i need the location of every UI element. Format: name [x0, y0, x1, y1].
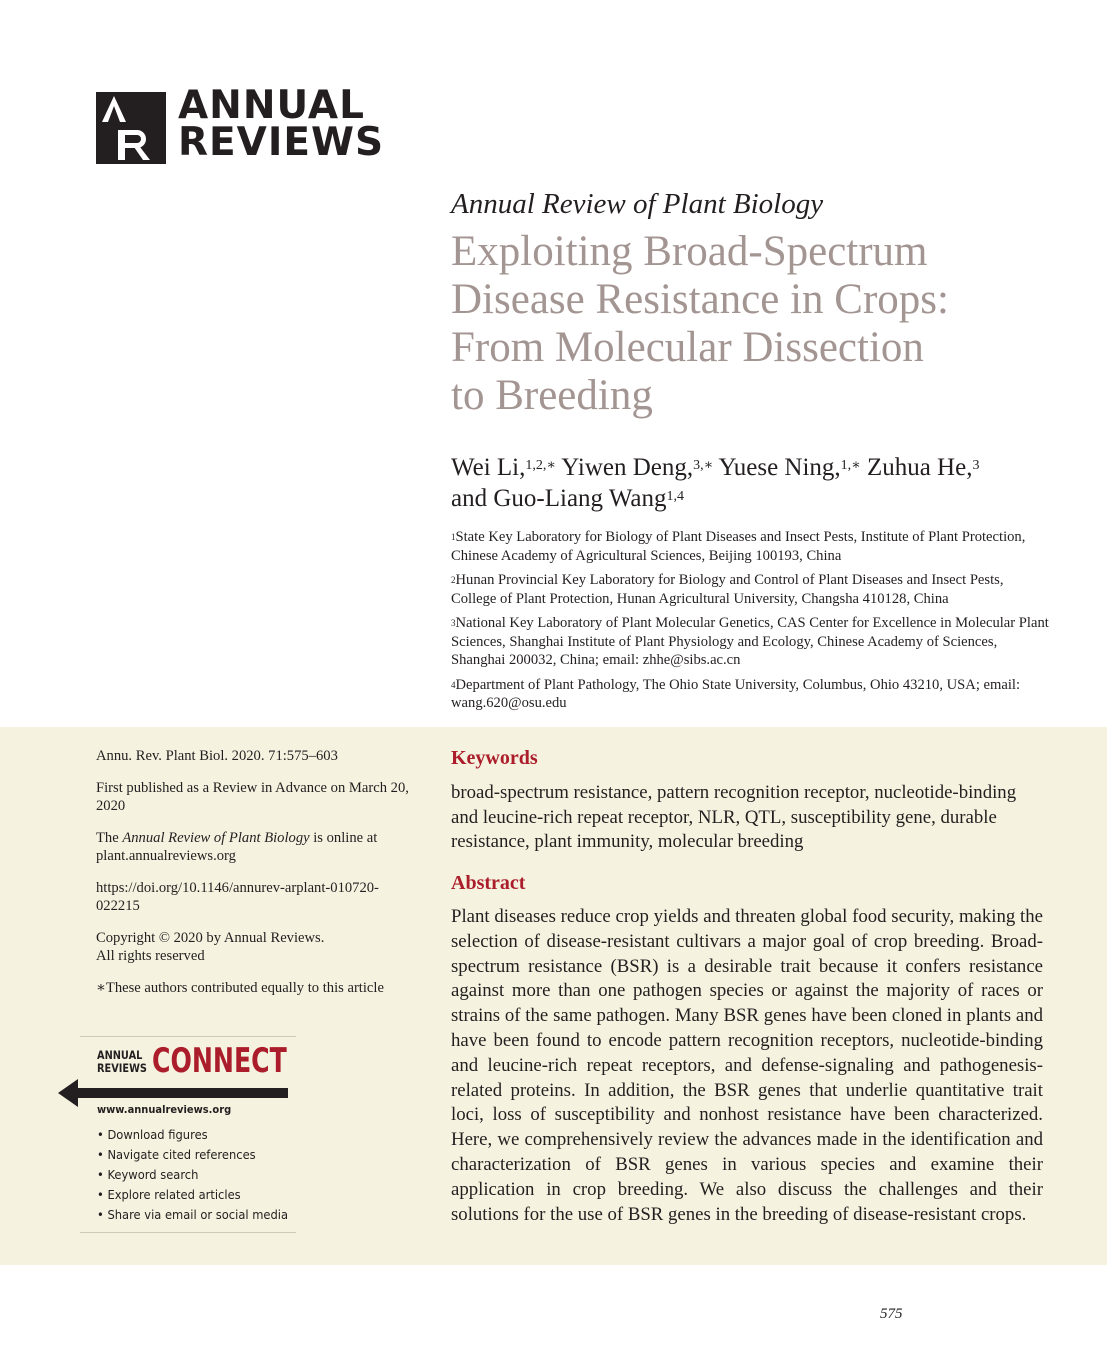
list-item: • Keyword search: [97, 1167, 199, 1182]
author-name: Wei Li,: [451, 454, 526, 481]
affiliation-number: 1: [451, 532, 456, 542]
article-header: [451, 186, 1061, 420]
author-affil-sup: 1,2,∗: [525, 458, 556, 473]
list-item: • Navigate cited references: [97, 1147, 256, 1162]
connect-small-line: ANNUAL: [97, 1048, 143, 1062]
author-affil-sup: 3,∗: [693, 458, 714, 473]
list-item: • Share via email or social media: [97, 1207, 289, 1222]
ar-monogram-icon: [96, 92, 166, 164]
author-name: and Guo-Liang Wang: [451, 485, 667, 512]
affiliation: [451, 528, 1051, 565]
connect-word: CONNECT: [152, 1041, 287, 1081]
affiliation-number: 3: [451, 618, 456, 628]
connect-url[interactable]: www.annualreviews.org: [97, 1103, 232, 1116]
author-name: Yiwen Deng,: [555, 454, 694, 481]
affiliation: [451, 614, 1051, 670]
list-item: • Explore related articles: [97, 1187, 241, 1202]
article-title: [451, 228, 1061, 420]
connect-box[interactable]: [80, 1036, 296, 1233]
journal-name: Annual Review of Plant Biology: [451, 188, 824, 220]
rights-line: All rights reserved: [96, 948, 205, 964]
online-info: [96, 829, 416, 866]
keywords-text: broad-spectrum resistance, pattern recognition receptor, nucleotide-binding and leucine-rich repeat receptor, NLR, QTL, susceptibility gene, durable resistance, plant immunity, molecular breeding: [451, 782, 1017, 852]
logo-line-reviews: REVIEWS: [178, 120, 385, 165]
copyright: [96, 929, 416, 966]
author-name: Zuhua He,: [860, 454, 973, 481]
annual-reviews-logo: [96, 83, 396, 167]
affiliation-text: Hunan Provincial Key Laboratory for Biology and Control of Plant Diseases and Insect Pests, College of Plant Protection, Hunan Agricultural University, Changsha 410128, China: [451, 572, 1004, 607]
connect-small-logo: [97, 1049, 147, 1074]
affiliation: [451, 571, 1051, 608]
affiliation-text: National Key Laboratory of Plant Molecular Genetics, CAS Center for Excellence in Molecular Plant Sciences, Shanghai Institute of Plant Physiology and Ecology, Chinese Academy of Sciences, Shanghai 200032, China; email: zhhe@sibs.ac.cn: [451, 615, 1049, 668]
affiliation-number: 2: [451, 575, 456, 585]
author-affil-sup: 1,4: [666, 489, 685, 504]
online-journal: Annual Review of Plant Biology: [122, 829, 310, 846]
article-metadata: [96, 747, 416, 1010]
title-line: From Molecular Dissection: [451, 324, 924, 371]
first-published: First published as a Review in Advance on March 20, 2020: [96, 779, 409, 814]
connect-features: [97, 1125, 305, 1225]
title-line: Exploiting Broad-Spectrum: [451, 228, 928, 275]
keywords-heading: Keywords: [451, 747, 538, 769]
copyright-line: Copyright © 2020 by Annual Reviews.: [96, 929, 325, 946]
author-list: [451, 452, 1061, 514]
affiliation-text: State Key Laboratory for Biology of Plant Diseases and Insect Pests, Institute of Plant Protection, Chinese Academy of Agricultural Sciences, Beijing 100193, China: [451, 529, 1026, 564]
connect-small-line: REVIEWS: [97, 1060, 147, 1075]
abstract-heading: Abstract: [451, 872, 526, 894]
title-line: to Breeding: [451, 372, 653, 419]
list-item: • Download figures: [97, 1127, 208, 1142]
doi-link[interactable]: https://doi.org/10.1146/annurev-arplant-010720-022215: [96, 879, 379, 914]
online-prefix: The: [96, 829, 123, 846]
page-number: 575: [880, 1306, 903, 1322]
online-suffix[interactable]: is online at plant.annualreviews.org: [96, 829, 378, 864]
affiliation-text: Department of Plant Pathology, The Ohio State University, Columbus, Ohio 43210, USA; email: wang.620@osu.edu: [451, 676, 1021, 711]
logo-line-annual: ANNUAL: [178, 83, 365, 128]
affiliation: [451, 676, 1051, 713]
abstract-text: Plant diseases reduce crop yields and threaten global food security, making the selection of disease-resistant cultivars a major goal of crop breeding. Broad-spectrum resistance (BSR) is a desirable trait because it confers resistance against more than one pathogen species or against the majority of races or strains of the same pathogen. Many BSR genes have been cloned in plants and have been found to encode pattern recognition receptors, nucleotide-binding and leucine-rich repeat receptors, and defense-signaling and pathogenesis-related proteins. In addition, the BSR genes that underlie quantitative trait loci, loss of susceptibility and nonhost resistance have been characterized. Here, we comprehensively review the advances made in the identification and characterization of BSR genes in various species and examine their application in crop breeding. We also discuss the challenges and their solutions for the use of BSR genes in the breeding of disease-resistant crops.: [451, 906, 1043, 1225]
citation: Annu. Rev. Plant Biol. 2020. 71:575–603: [96, 748, 338, 764]
author-affil-sup: 1,∗: [840, 458, 861, 473]
affiliation-number: 4: [451, 679, 456, 690]
affiliations: [451, 528, 1051, 719]
author-affil-sup: 3: [972, 458, 980, 473]
title-line: Disease Resistance in Crops:: [451, 276, 949, 323]
author-name: Yuese Ning,: [713, 454, 841, 481]
equal-contribution-note: ∗These authors contributed equally to this article: [96, 979, 384, 996]
